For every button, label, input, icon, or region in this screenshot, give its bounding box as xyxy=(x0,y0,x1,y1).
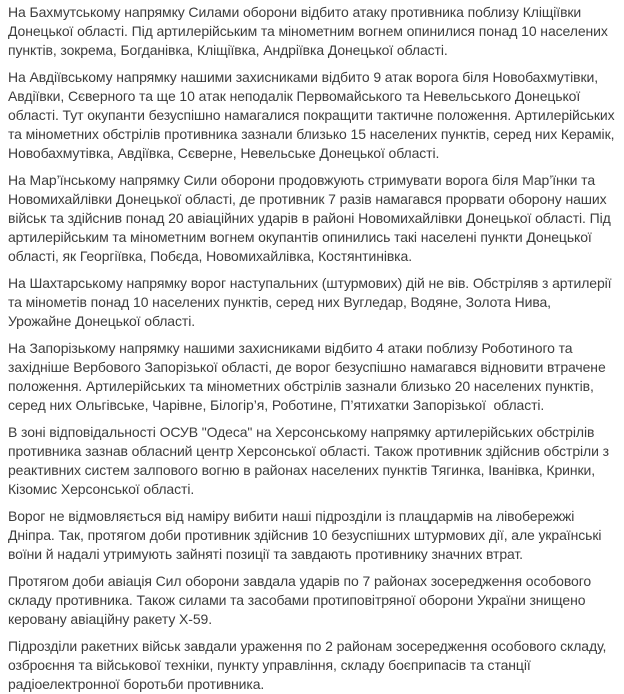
report-paragraph-bakhmut: На Бахмутському напрямку Силами оборони відбито атаку противника поблизу Кліщіївки Донецької області. Під артилерійським та мінометним вогнем опинилися понад 10 населених пунктів, зокрема, Богданівка, Кліщіївка, Андріївка Донецької області. xyxy=(8,4,612,58)
report-paragraph-shakhtarsk: На Шахтарському напрямку ворог наступальних (штурмових) дій не вів. Обстріляв з артилерії та мінометів понад 10 населених пунктів, серед них Вугледар, Водяне, Золота Нива, Урожайне Донецької області. xyxy=(8,275,616,329)
report-paragraph-kherson: В зоні відповідальності ОСУВ "Одеса" на Херсонському напрямку артилерійських обстрілів противника зазнав обласний центр Херсонської області. Також противник здійснив обстріли з реактивних систем залпового вогню в районах населених пунктів Тягинка, Іванівка, Кринки, Кізомис Херсонської області. xyxy=(8,424,613,497)
report-paragraph-zaporizhzhia: На Запорізькому напрямку нашими захисниками відбито 4 атаки поблизу Роботиного та західніше Вербового Запорізької області, де ворог безуспішно намагався відновити втрачене положення. Артилерійських та мінометних обстрілів зазнали близько 20 населених пунктів, серед них Ольгівське, Чарівне, Білогір’я, Роботине, П’ятихатки Запорізької області. xyxy=(8,340,610,413)
report-paragraph-avdiivka: На Авдіївському напрямку нашими захисниками відбито 9 атак ворога біля Новобахмутівки, Авдіївки, Сєверного та ще 10 атак неподалік Первомайського та Невельського Донецької області. Тут окупанти безуспішно намагалися покращити тактичне положення. Артилерійських та мінометних обстрілів противника зазнали близько 15 населених пунктів, серед них Керамік, Новобахмутівка, Авдіївка, Сєверне, Невельське Донецької області. xyxy=(8,69,619,161)
report-paragraph-dnipro-bridgeheads: Ворог не відмовляється від наміру вибити наші підрозділи із плацдармів на лівобережжі Дніпра. Так, протягом доби противник здійснив 10 безуспішних штурмових дії, але українські воїни й надалі утримують зайняті позиції та завдають противнику значних втрат. xyxy=(8,508,606,562)
report-paragraph-missile-forces: Підрозділи ракетних військ завдали ураження по 2 районам зосередження особового складу, озброєння та військової техніки, пункту управління, складу боєприпасів та станції радіоелектронної боротьби противника. xyxy=(8,638,611,692)
report-paragraph-marinka: На Мар’їнському напрямку Сили оборони продовжують стримувати ворога біля Мар’їнки та Новомихайлівки Донецької області, де противник 7 разів намагався прорвати оборону наших військ та здійснив понад 20 авіаційних ударів в районі Новомихайлівки Донецької області. Під артилерійським та мінометним вогнем окупантів опинились такі населені пункти Донецької області, як Георгіївка, Побєда, Новомихайлівка, Костянтинівка. xyxy=(8,172,615,264)
report-paragraph-aviation: Протягом доби авіація Сил оборони завдала ударів по 7 районах зосередження особового складу противника. Також силами та засобами протиповітряної оборони України знищено керовану авіаційну ракету Х-59. xyxy=(8,573,595,627)
